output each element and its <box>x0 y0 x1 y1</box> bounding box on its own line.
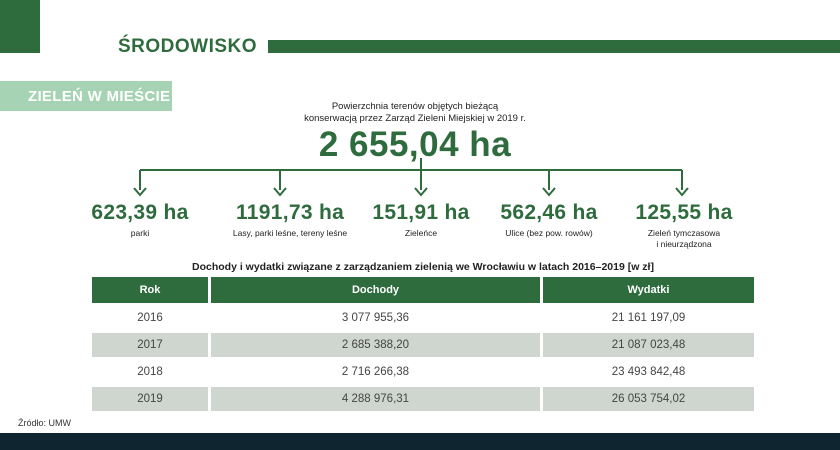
stat-green-squares <box>360 201 482 239</box>
income-expenses-table <box>92 277 754 411</box>
cell-expenses: 21 087 023,48 <box>543 330 754 357</box>
table-row <box>92 330 754 357</box>
stat-label: parki <box>130 228 150 238</box>
stat-label: Zieleńce <box>404 228 438 238</box>
cell-year: 2019 <box>92 384 211 411</box>
stat-label: Lasy, parki leśne, tereny leśne <box>232 228 348 238</box>
subsection-label: ZIELEŃ W MIEŚCIE <box>28 88 171 105</box>
table-row <box>92 357 754 384</box>
cell-income: 4 288 976,31 <box>211 384 543 411</box>
section-title: ŚRODOWISKO <box>118 36 258 57</box>
cell-expenses: 23 493 842,48 <box>543 357 754 384</box>
stat-parks <box>80 201 200 239</box>
cell-year: 2017 <box>92 330 211 357</box>
column-header-income: Dochody <box>211 277 543 303</box>
stat-forests <box>210 201 370 239</box>
column-header-year: Rok <box>92 277 211 303</box>
total-caption-line1: Powierzchnia terenów objętych bieżącą <box>331 101 499 112</box>
stat-value: 562,46 ha <box>500 201 598 224</box>
table-header-row <box>92 277 754 303</box>
stat-label-line2: i nieurządzona <box>656 239 712 249</box>
cell-year: 2016 <box>92 303 211 330</box>
cell-income: 2 716 266,38 <box>211 357 543 384</box>
cell-expenses: 26 053 754,02 <box>543 384 754 411</box>
total-caption-line2: konserwacją przez Zarząd Zieleni Miejskiej w 2019 r. <box>304 113 526 124</box>
cell-expenses: 21 161 197,09 <box>543 303 754 330</box>
stat-label: Ulice (bez pow. rowów) <box>505 228 593 238</box>
stat-value: 1191,73 ha <box>235 201 345 224</box>
stat-streets <box>489 201 609 239</box>
stat-value: 125,55 ha <box>635 201 733 224</box>
source-note: Źródło: UMW <box>18 418 72 428</box>
table-row <box>92 303 754 330</box>
stat-value: 623,39 ha <box>91 201 189 224</box>
stat-label-line1: Zieleń tymczasowa <box>647 228 721 238</box>
cell-income: 2 685 388,20 <box>211 330 543 357</box>
cell-income: 3 077 955,36 <box>211 303 543 330</box>
table-title: Dochody i wydatki związane z zarządzaniem zielenią we Wrocławiu w latach 2016–2019 [w zł] <box>192 261 654 273</box>
column-header-expenses: Wydatki <box>543 277 754 303</box>
stat-temporary-greenery <box>622 201 746 250</box>
stat-label <box>622 228 746 250</box>
total-area-value: 2 655,04 ha <box>318 125 512 164</box>
stat-value: 151,91 ha <box>372 201 470 224</box>
table-row <box>92 384 754 411</box>
cell-year: 2018 <box>92 357 211 384</box>
